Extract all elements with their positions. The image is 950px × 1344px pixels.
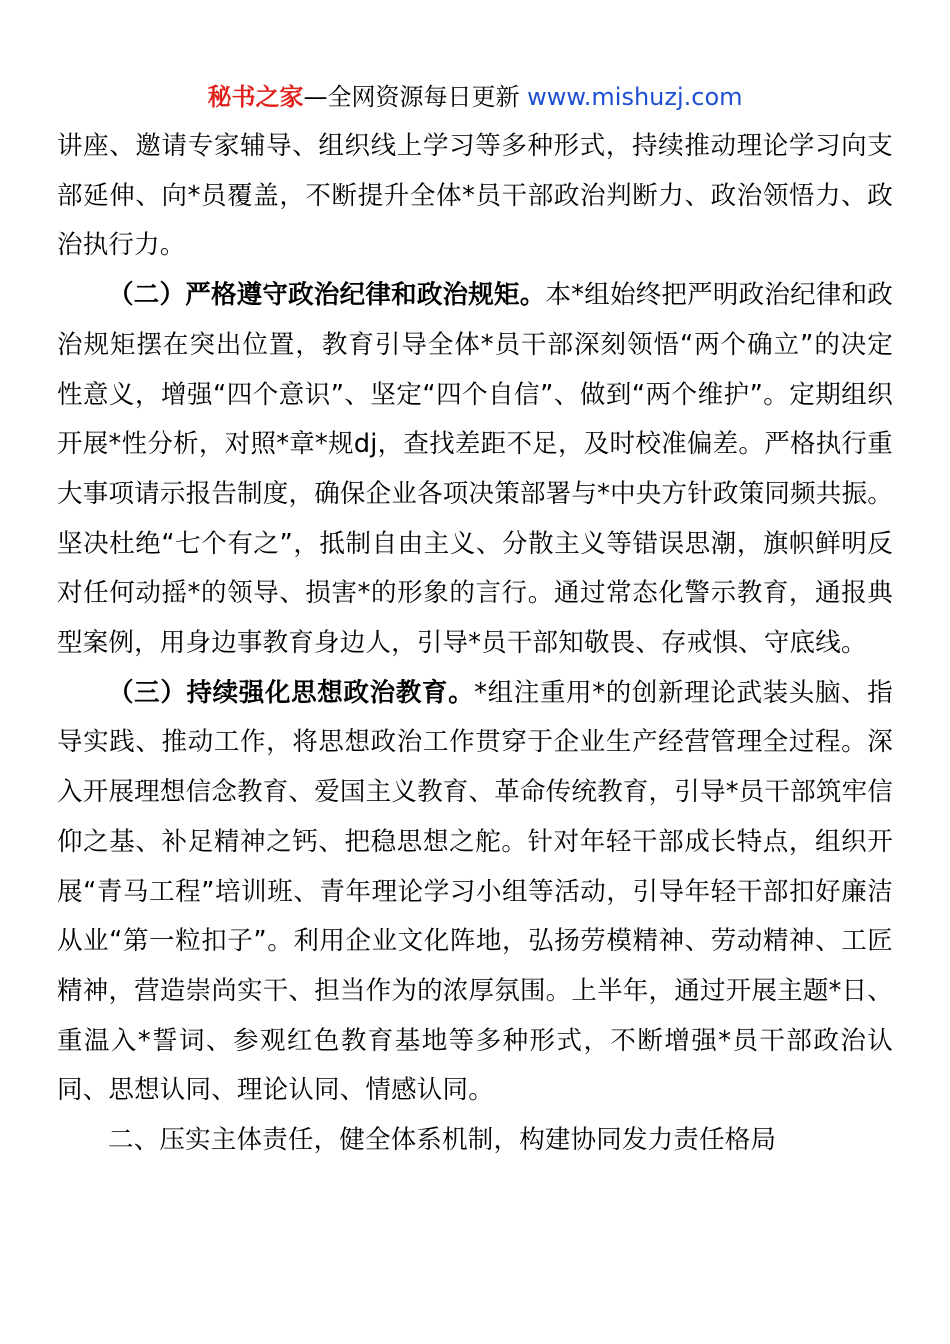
paragraph-section-two xyxy=(57,271,893,669)
paragraph-heading: （二）严格遵守政治纪律和政治规矩。 xyxy=(108,280,546,311)
section-heading-text: 二、压实主体责任，健全体系机制，构建协同发力责任格局 xyxy=(108,1125,777,1156)
paragraph-continuation xyxy=(57,122,893,271)
paragraph-text: *组注重用*的创新理论武装头脑、指导实践、推动工作，将思想政治工作贯穿于企业生产经营管理全过程。深入开展理想信念教育、爱国主义教育、革命传统教育，引导*员干部筑牢信仰之基、补足精神之钙、把稳思想之舵。针对年轻干部成长特点，组织开展“青马工程”培训班、青年理论学习小组等活动，引导年轻干部扣好廉洁从业“第一粒扣子”。利用企业文化阵地，弘扬劳模精神、劳动精神、工匠精神，营造崇尚实干、担当作为的浓厚氛围。上半年，通过开展主题*日、重温入*誓词、参观红色教育基地等多种形式，不断增强*员干部政治认同、思想认同、理论认同、情感认同。 xyxy=(57,677,893,1106)
header-slogan: —全网资源每日更新 xyxy=(303,83,520,111)
site-header xyxy=(0,80,950,114)
paragraph-text: 讲座、邀请专家辅导、组织线上学习等多种形式，持续推动理论学习向支部延伸、向*员覆盖，不断提升全体*员干部政治判断力、政治领悟力、政治执行力。 xyxy=(57,131,893,261)
paragraph-text: 本*组始终把严明政治纪律和政治规矩摆在突出位置，教育引导全体*员干部深刻领悟“两个确立”的决定性意义，增强“四个意识”、坚定“四个自信”、做到“两个维护”。定期组织开展*性分析，对照*章*规dj，查找差距不足，及时校准偏差。严格执行重大事项请示报告制度，确保企业各项决策部署与*中央方针政策同频共振。坚决杜绝“七个有之”，抵制自由主义、分散主义等错误思潮，旗帜鲜明反对任何动摇*的领导、损害*的形象的言行。通过常态化警示教育，通报典型案例，用身边事教育身边人，引导*员干部知敬畏、存戒惧、守底线。 xyxy=(57,280,893,659)
section-heading-two xyxy=(57,1116,893,1166)
paragraph-heading: （三）持续强化思想政治教育。 xyxy=(108,677,475,708)
document-body xyxy=(57,122,893,1166)
header-brand: 秘书之家 xyxy=(207,83,304,111)
header-url-link[interactable]: www.mishuzj.com xyxy=(527,83,743,111)
paragraph-section-three xyxy=(57,669,893,1116)
